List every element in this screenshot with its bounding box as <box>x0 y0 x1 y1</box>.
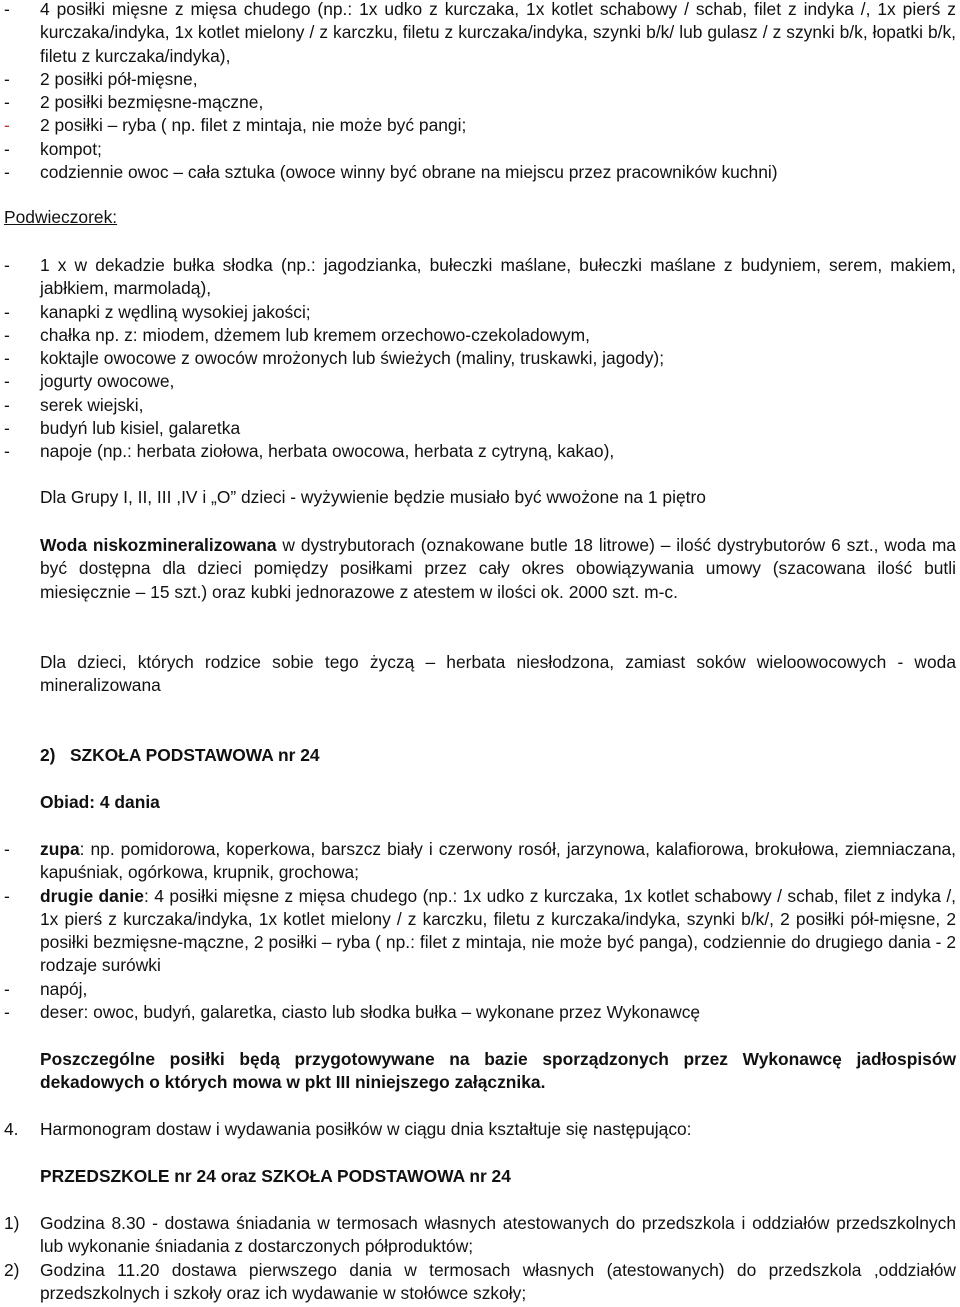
list-item: - koktajle owocowe z owoców mrożonych lub świeżych (maliny, truskawki, jagody); <box>4 348 665 369</box>
list-item: - napój, <box>4 978 88 999</box>
przedszkole-heading: PRZEDSZKOLE nr 24 oraz SZKOŁA PODSTAWOWA nr 24 <box>40 1166 511 1186</box>
list-item: - zupa: np. pomidorowa, koperkowa, barszcz biały i czerwony rosół, jarzynowa, kalafiorowa, brokułowa, ziemniaczana, kapuśniak, ogórkowa, krupnik, grochowa; <box>4 839 956 883</box>
list-item: - 4 posiłki mięsne z mięsa chudego (np.: 1x udko z kurczaka, 1x kotlet schabowy / schab, filet z indyka /, 1x pierś z kurczaka/indyka, 1x kotlet mielony / z karczku, filetu z kurczaka/indyka, szynki b/k/ lub gulasz / z szynki b/k, łopatki b/k, filetu z kurczaka/indyka), <box>4 0 956 66</box>
list-item: - 1 x w dekadzie bułka słodka (np.: jagodzianka, bułeczki maślane, bułeczki maślane z budyniem, serem, makiem, jabłkiem, marmoladą), <box>4 255 956 299</box>
list-item: - kompot; <box>4 138 102 159</box>
snack-list <box>0 254 956 464</box>
list-item: 1) Godzina 8.30 - dostawa śniadania w termosach własnych atestowanych do przedszkola i oddziałów przedszkolnych lub wykonanie śniadania z dostarczonych półproduktów; <box>4 1213 956 1257</box>
podwieczorek-heading: Podwieczorek: <box>4 207 118 227</box>
list-item: - 2 posiłki – ryba ( np. filet z mintaja, nie może być pangi; <box>4 115 467 136</box>
obiad-heading: Obiad: 4 dania <box>40 792 160 812</box>
list-item: - 2 posiłki bezmięsne-mączne, <box>4 92 264 113</box>
list-item: - deser: owoc, budyń, galaretka, ciasto lub słodka bułka – wykonane przez Wykonawcę <box>4 1002 701 1023</box>
list-item: - codziennie owoc – cała sztuka (owoce winny być obrane na miejscu przez pracowników kuchni) <box>4 162 778 183</box>
paragraph-grupy: Dla Grupy I, II, III ,IV i „O” dzieci - wyżywienie będzie musiało być wwożone na 1 piętro <box>40 487 706 507</box>
schedule-list <box>0 1212 956 1305</box>
list-item: - budyń lub kisiel, galaretka <box>4 418 241 439</box>
list-item: 2) Godzina 11.20 dostawa pierwszego dania w termosach własnych (atestowanych) do przedszkola ,oddziałów przedszkolnych i szkoły oraz ich wydawanie w stołówce szkoły; <box>4 1259 956 1303</box>
paragraph-dzieci: Dla dzieci, których rodzice sobie tego życzą – herbata niesłodzona, zamiast soków wieloowocowych - woda mineralizowana <box>40 652 956 696</box>
lunch-list <box>0 838 956 1024</box>
list-item: - chałka np. z: miodem, dżemem lub kremem orzechowo-czekoladowym, <box>4 324 590 345</box>
numbered-item-4: 4. Harmonogram dostaw i wydawania posiłków w ciągu dnia kształtuje się następująco: <box>4 1119 692 1139</box>
list-item: - kanapki z wędliną wysokiej jakości; <box>4 301 311 322</box>
list-item: - napoje (np.: herbata ziołowa, herbata owocowa, herbata z cytryną, kakao), <box>4 441 615 462</box>
list-item: - jogurty owocowe, <box>4 371 175 392</box>
meal-list-1 <box>0 0 956 184</box>
paragraph-poszczegolne: Poszczególne posiłki będą przygotowywane na bazie sporządzonych przez Wykonawcę jadłospisów dekadowych o których mowa w pkt III niniejszego załącznika. <box>40 1049 956 1093</box>
paragraph-woda: Woda niskozmineralizowana w dystrybutorach (oznakowane butle 18 litrowe) – ilość dystrybutorów 6 szt., woda ma być dostępna dla dzieci pomiędzy posiłkami przez cały okres obowiązywania umowy (szacowana ilość butli miesięcznie – 15 szt.) oraz kubki jednorazowe z atestem w ilości ok. 2000 szt. m-c. <box>40 535 956 602</box>
section-2-heading: 2) SZKOŁA PODSTAWOWA nr 24 <box>40 745 320 765</box>
list-item: - serek wiejski, <box>4 394 144 415</box>
list-item: - drugie danie: 4 posiłki mięsne z mięsa chudego (np.: 1x udko z kurczaka, 1x kotlet schabowy / schab, filet z indyka /, 1x pierś z kurczaka/indyka, 1x kotlet mielony / z karczku, filetu z kurczaka/indyka, szynki b/k/, 2 posiłki pół-mięsne, 2 posiłki bezmięsne-mączne, 2 posiłki – ryba ( np.: filet z mintaja, nie może być panga), codziennie do drugiego dania - 2 rodzaje surówki <box>4 885 956 976</box>
list-item: - 2 posiłki pół-mięsne, <box>4 68 198 89</box>
